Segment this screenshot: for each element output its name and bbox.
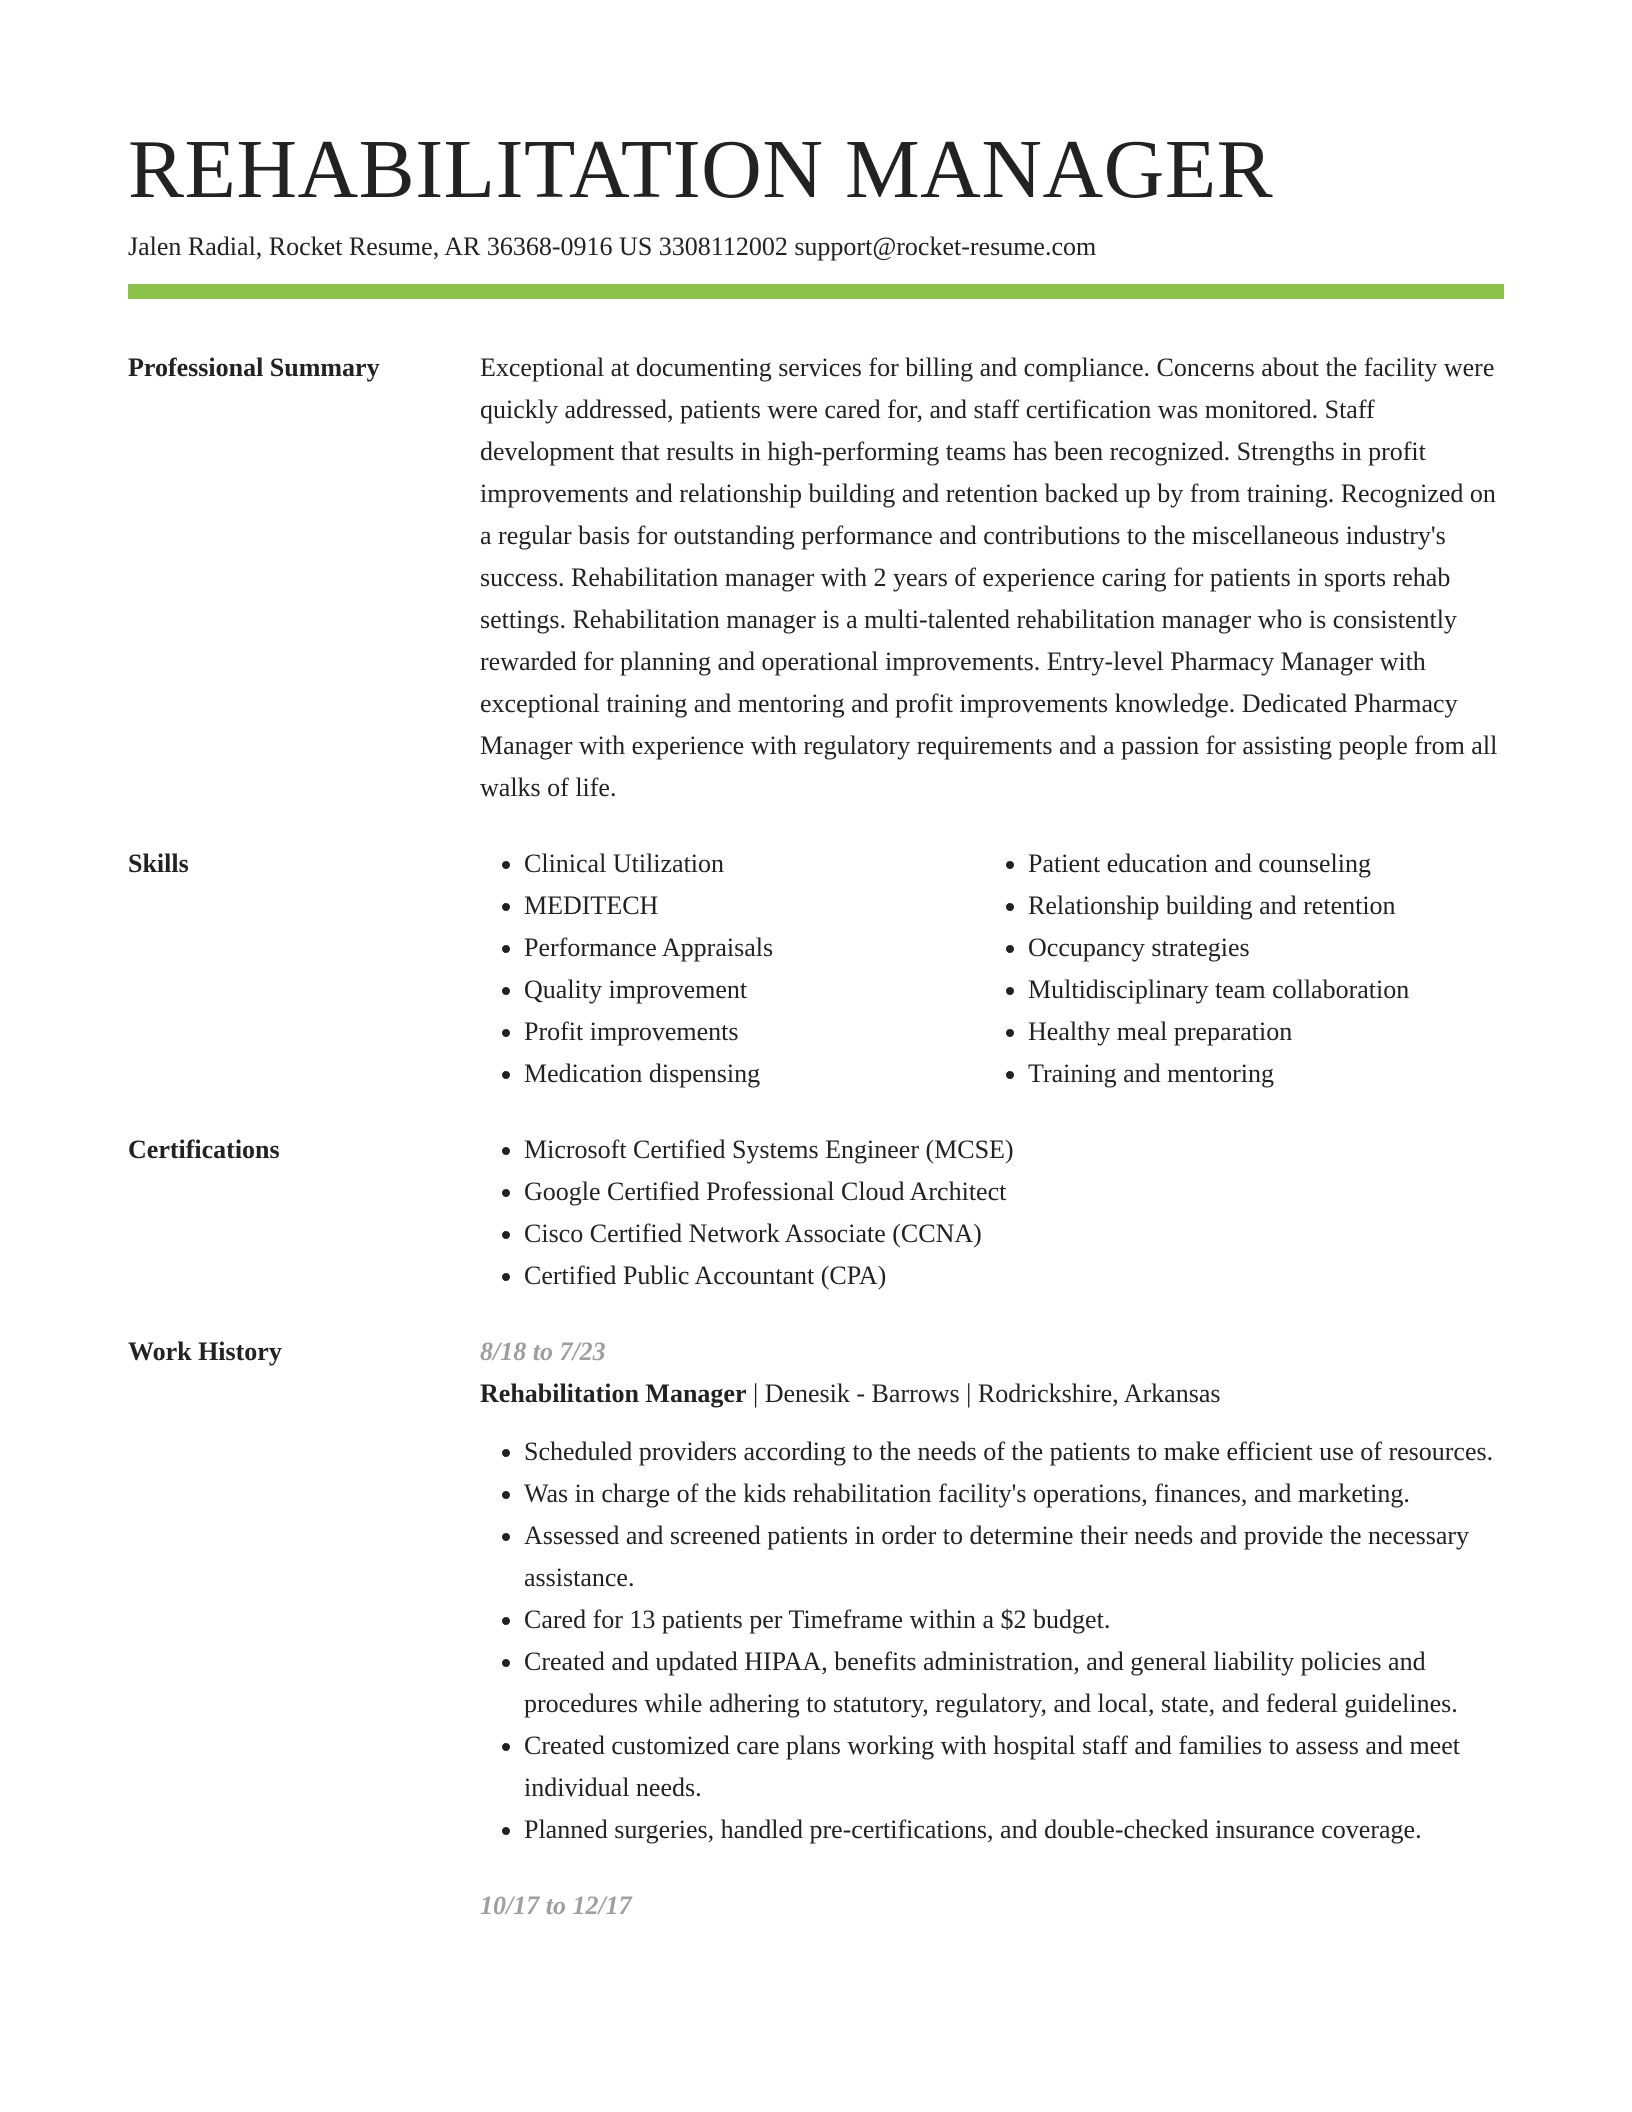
page-title: REHABILITATION MANAGER <box>128 123 1274 216</box>
skill-item: • Medication dispensing <box>524 1053 984 1095</box>
section-label-summary: Professional Summary <box>128 353 380 382</box>
job-dates: 8/18 to 7/23 <box>480 1337 606 1366</box>
skills-body <box>480 843 1504 1095</box>
skill-item: • Quality improvement <box>524 969 984 1011</box>
summary-section <box>128 347 1504 809</box>
certification-item: • Certified Public Accountant (CPA) <box>524 1255 1504 1297</box>
job-heading <box>480 1373 1504 1415</box>
job-bullets <box>480 1431 1504 1851</box>
skill-item: • Performance Appraisals <box>524 927 984 969</box>
job-bullet: • Cared for 13 patients per Timeframe within a $2 budget. <box>524 1599 1504 1641</box>
skill-item: • Profit improvements <box>524 1011 984 1053</box>
skill-item: • Training and mentoring <box>1028 1053 1504 1095</box>
skill-item: • Multidisciplinary team collaboration <box>1028 969 1504 1011</box>
work-history-body <box>480 1331 1504 1927</box>
summary-text: Exceptional at documenting services for billing and compliance. Concerns about the facility were quickly addressed, patients were cared for, and staff certification was monitored. Staff development that results in high-performing teams has been recognized. Strengths in profit improvements and relationship building and retention backed up by from training. Recognized on a regular basis for outstanding performance and contributions to the miscellaneous industry's success. Rehabilitation manager with 2 years of experience caring for patients in sports rehab settings. Rehabilitation manager is a multi-talented rehabilitation manager who is consistently rewarded for planning and operational improvements. Entry-level Pharmacy Manager with exceptional training and mentoring and profit improvements knowledge. Dedicated Pharmacy Manager with experience with regulatory requirements and a passion for assisting people from all walks of life. <box>480 353 1498 802</box>
job-bullet: • Assessed and screened patients in order to determine their needs and provide the necessary assistance. <box>524 1515 1504 1599</box>
job-bullet: • Was in charge of the kids rehabilitation facility's operations, finances, and marketing. <box>524 1473 1504 1515</box>
job-entry <box>480 1331 1504 1851</box>
certification-item: • Google Certified Professional Cloud Architect <box>524 1171 1504 1213</box>
job-bullet: • Scheduled providers according to the needs of the patients to make efficient use of resources. <box>524 1431 1504 1473</box>
certifications-section <box>128 1129 1504 1297</box>
summary-body <box>480 347 1504 809</box>
skill-item: • Occupancy strategies <box>1028 927 1504 969</box>
skills-section <box>128 843 1504 1095</box>
job-entry <box>480 1885 1504 1927</box>
certifications-list <box>480 1129 1504 1297</box>
job-bullet: • Planned surgeries, handled pre-certifications, and double-checked insurance coverage. <box>524 1809 1504 1851</box>
certifications-body <box>480 1129 1504 1297</box>
skills-column-1 <box>480 843 984 1095</box>
job-title: Rehabilitation Manager <box>480 1379 747 1408</box>
certification-item: • Cisco Certified Network Associate (CCNA) <box>524 1213 1504 1255</box>
job-bullet: • Created customized care plans working with hospital staff and families to assess and meet individual needs. <box>524 1725 1504 1809</box>
skill-item: • Patient education and counseling <box>1028 843 1504 885</box>
section-label-skills: Skills <box>128 849 189 878</box>
job-details: | Denesik - Barrows | Rodrickshire, Arkansas <box>746 1379 1221 1408</box>
contact-info: Jalen Radial, Rocket Resume, AR 36368-0916 US 3308112002 support@rocket-resume.com <box>128 232 1097 261</box>
job-bullet: • Created and updated HIPAA, benefits administration, and general liability policies and procedures while adhering to statutory, regulatory, and local, state, and federal guidelines. <box>524 1641 1504 1725</box>
work-history-section <box>128 1331 1504 1927</box>
resume-page <box>128 0 1504 1927</box>
skill-item: • Healthy meal preparation <box>1028 1011 1504 1053</box>
skill-item: • MEDITECH <box>524 885 984 927</box>
skill-item: • Clinical Utilization <box>524 843 984 885</box>
certification-item: • Microsoft Certified Systems Engineer (MCSE) <box>524 1129 1504 1171</box>
section-label-certifications: Certifications <box>128 1135 280 1164</box>
job-dates: 10/17 to 12/17 <box>480 1891 632 1920</box>
skills-column-2 <box>984 843 1504 1095</box>
skill-item: • Relationship building and retention <box>1028 885 1504 927</box>
section-label-work-history: Work History <box>128 1337 282 1366</box>
accent-divider <box>128 284 1504 299</box>
